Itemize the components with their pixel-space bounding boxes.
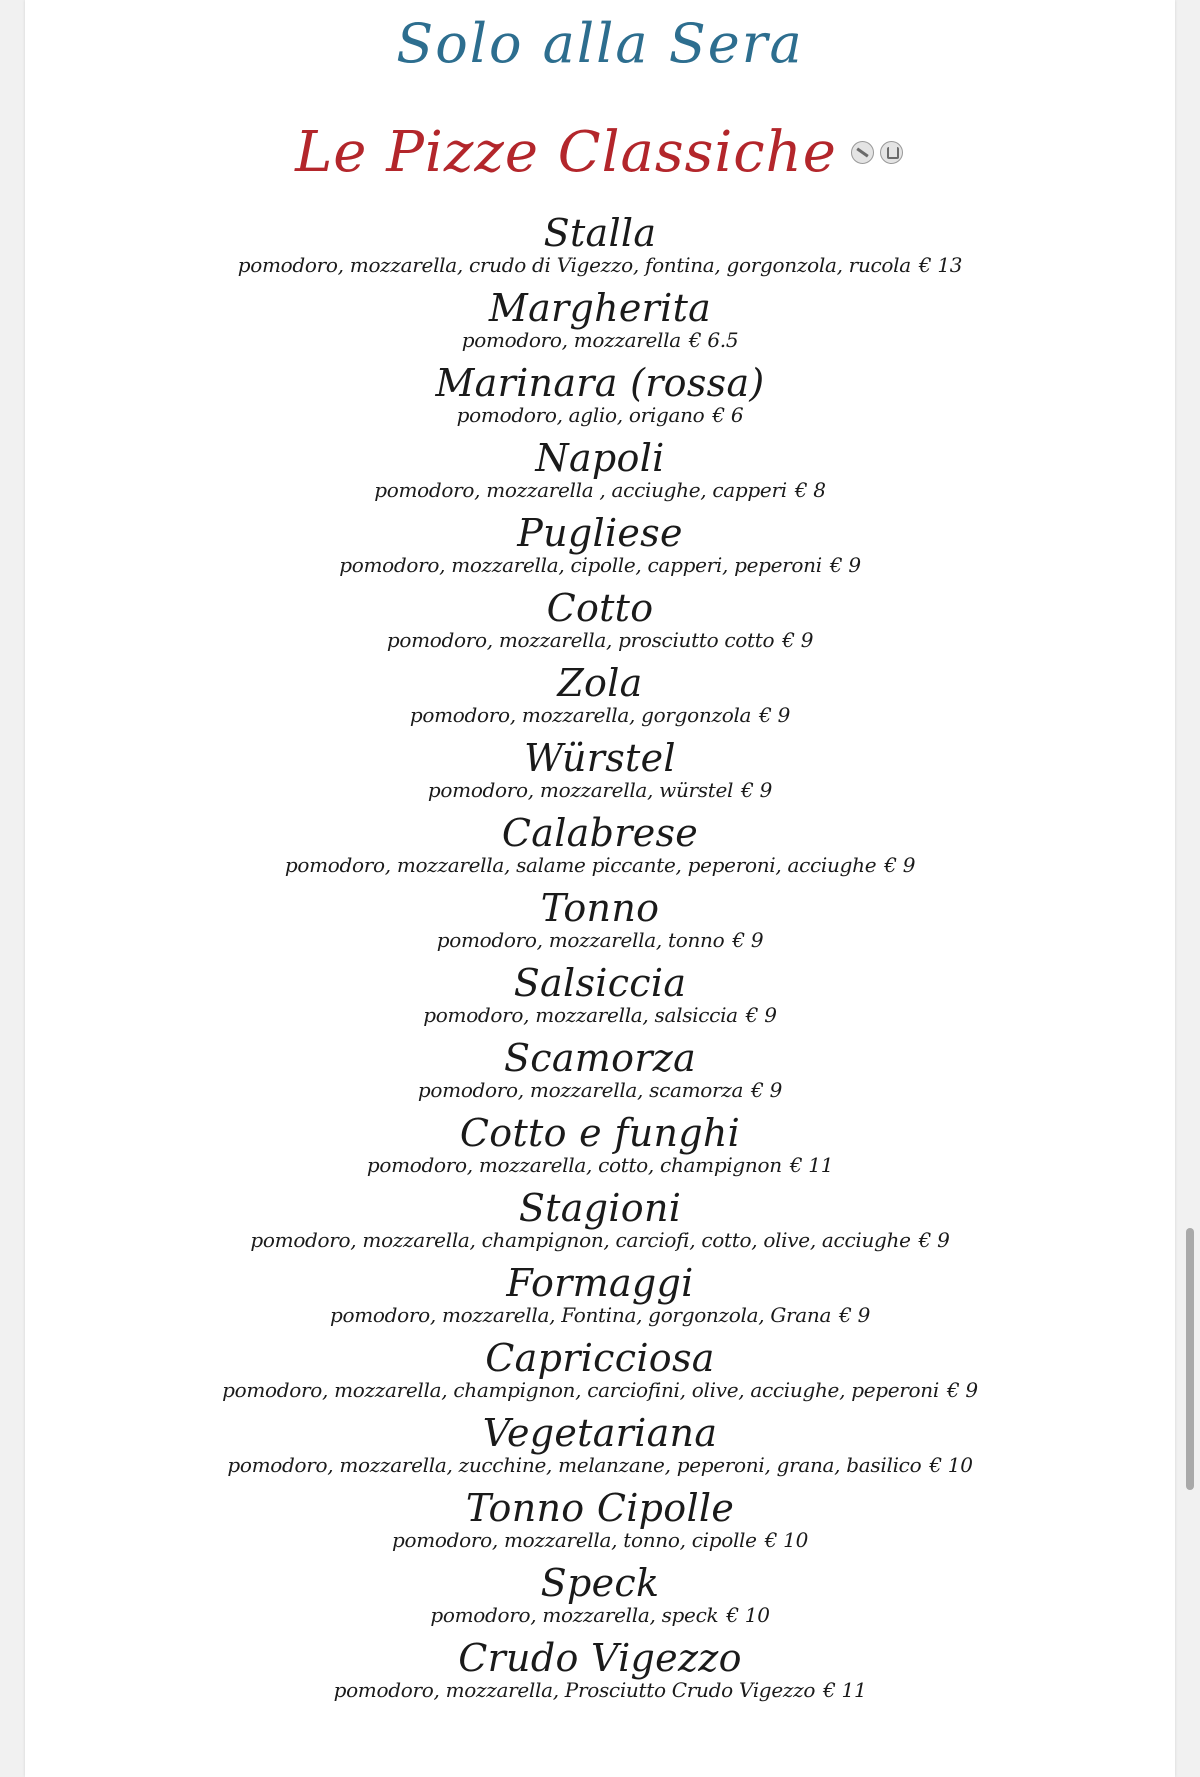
pizza-price: € 8 <box>794 478 826 502</box>
pizza-description <box>25 329 1175 351</box>
menu-item <box>25 1037 1175 1101</box>
pizza-ingredients: pomodoro, mozzarella <box>461 328 681 352</box>
menu-item <box>25 1262 1175 1326</box>
pizza-price: € 9 <box>751 1078 783 1102</box>
pizza-price: € 9 <box>782 628 814 652</box>
pizza-name: Napoli <box>535 436 665 480</box>
pizza-price: € 6.5 <box>688 328 739 352</box>
pizza-price: € 9 <box>946 1378 978 1402</box>
pizza-price: € 10 <box>764 1528 809 1552</box>
pizza-ingredients: pomodoro, mozzarella, tonno, cipolle <box>391 1528 757 1552</box>
pizza-ingredients: pomodoro, mozzarella, zucchine, melanzane, peperoni, grana, basilico <box>227 1453 922 1477</box>
scrollbar-thumb[interactable] <box>1186 1228 1194 1490</box>
pizza-ingredients: pomodoro, mozzarella, scamorza <box>417 1078 744 1102</box>
pizza-price: € 10 <box>929 1453 973 1477</box>
pizza-description <box>25 854 1175 876</box>
pizza-name: Calabrese <box>501 811 699 855</box>
menu-item <box>25 1187 1175 1251</box>
pizza-ingredients: pomodoro, mozzarella, Fontina, gorgonzola, Grana <box>329 1303 832 1327</box>
menu-item <box>25 737 1175 801</box>
pizza-name: Cotto e funghi <box>459 1111 741 1155</box>
pizza-description <box>25 554 1175 576</box>
pizza-ingredients: pomodoro, mozzarella, Prosciutto Crudo Vigezzo <box>333 1678 816 1702</box>
pizza-price: € 10 <box>726 1603 770 1627</box>
pizza-description <box>25 1379 1175 1401</box>
pizza-name: Würstel <box>524 736 676 780</box>
pizza-name: Zola <box>557 661 643 705</box>
pizza-ingredients: pomodoro, mozzarella, cotto, champignon <box>366 1153 782 1177</box>
menu-item <box>25 662 1175 726</box>
pizza-ingredients: pomodoro, mozzarella, crudo di Vigezzo, fontina, gorgonzola, rucola <box>237 253 911 277</box>
pizza-ingredients: pomodoro, mozzarella, salsiccia <box>423 1003 738 1027</box>
pizza-price: € 11 <box>789 1153 834 1177</box>
pizza-description <box>25 1004 1175 1026</box>
pizza-ingredients: pomodoro, mozzarella, champignon, carciofini, olive, acciughe, peperoni <box>222 1378 939 1402</box>
pizza-name: Vegetariana <box>482 1411 718 1455</box>
pizza-ingredients: pomodoro, mozzarella, gorgonzola <box>409 703 752 727</box>
pizza-price: € 9 <box>884 853 916 877</box>
pizza-ingredients: pomodoro, mozzarella, salame piccante, peperoni, acciughe <box>284 853 877 877</box>
pizza-ingredients: pomodoro, aglio, origano <box>456 403 705 427</box>
pizza-description <box>25 404 1175 426</box>
pizza-name: Stalla <box>543 211 657 255</box>
menu-item <box>25 512 1175 576</box>
menu-item <box>25 812 1175 876</box>
pizza-ingredients: pomodoro, mozzarella, würstel <box>427 778 734 802</box>
pizza-name: Crudo Vigezzo <box>458 1636 742 1680</box>
pizza-price: € 9 <box>759 703 791 727</box>
pizza-description <box>25 1454 1175 1476</box>
menu-item <box>25 1637 1175 1701</box>
pizza-name: Pugliese <box>517 511 683 555</box>
pizza-name: Margherita <box>488 286 712 330</box>
section-title-row <box>25 120 1175 185</box>
pizza-price: € 9 <box>918 1228 950 1252</box>
pizza-description <box>25 1679 1175 1701</box>
menu-item <box>25 962 1175 1026</box>
pizza-name: Capricciosa <box>485 1336 715 1380</box>
menu-page <box>25 0 1175 1777</box>
pizza-description <box>25 1154 1175 1176</box>
pizza-price: € 11 <box>823 1678 867 1702</box>
pizza-description <box>25 704 1175 726</box>
pizza-ingredients: pomodoro, mozzarella, prosciutto cotto <box>386 628 775 652</box>
pizza-ingredients: pomodoro, mozzarella, speck <box>430 1603 719 1627</box>
pizza-price: € 9 <box>732 928 764 952</box>
pizza-price: € 9 <box>839 1303 871 1327</box>
pizza-name: Stagioni <box>518 1186 682 1230</box>
pizza-description <box>25 929 1175 951</box>
menu-item <box>25 212 1175 276</box>
pizza-ingredients: pomodoro, mozzarella , acciughe, capperi <box>374 478 787 502</box>
pizza-ingredients: pomodoro, mozzarella, champignon, carciofi, cotto, olive, acciughe <box>250 1228 911 1252</box>
pizza-description <box>25 479 1175 501</box>
pizza-name: Scamorza <box>503 1036 697 1080</box>
pizza-name: Cotto <box>546 586 654 630</box>
pizza-name: Marinara (rossa) <box>435 361 765 405</box>
menu-item <box>25 437 1175 501</box>
pizza-description <box>25 1604 1175 1626</box>
pizza-price: € 9 <box>741 778 773 802</box>
menu-item <box>25 1112 1175 1176</box>
section-title: Le Pizze Classiche <box>295 120 837 185</box>
scrollbar-track[interactable] <box>1178 0 1200 1777</box>
pizza-name: Tonno Cipolle <box>465 1486 735 1530</box>
pizza-menu-list <box>25 212 1175 1712</box>
menu-item <box>25 1337 1175 1401</box>
menu-item <box>25 362 1175 426</box>
section-subtitle: Solo alla Sera <box>396 12 804 75</box>
pizza-price: € 9 <box>745 1003 777 1027</box>
pizza-description <box>25 1304 1175 1326</box>
menu-item <box>25 1487 1175 1551</box>
pizza-name: Tonno <box>540 886 660 930</box>
pizza-name: Speck <box>540 1561 660 1605</box>
menu-item <box>25 587 1175 651</box>
pizza-price: € 13 <box>918 253 963 277</box>
pizza-ingredients: pomodoro, mozzarella, cipolle, capperi, peperoni <box>339 553 822 577</box>
sauce-icon <box>880 141 903 164</box>
pizza-description <box>25 1529 1175 1551</box>
menu-item <box>25 1412 1175 1476</box>
pizza-name: Formaggi <box>506 1261 694 1305</box>
pizza-price: € 6 <box>712 403 744 427</box>
pizza-price: € 9 <box>829 553 861 577</box>
pen-icon <box>851 141 874 164</box>
pizza-description <box>25 1229 1175 1251</box>
pizza-ingredients: pomodoro, mozzarella, tonno <box>436 928 725 952</box>
menu-item <box>25 287 1175 351</box>
dietary-icons <box>851 141 905 164</box>
pizza-description <box>25 779 1175 801</box>
pizza-description <box>25 254 1175 276</box>
pizza-description <box>25 1079 1175 1101</box>
pizza-name: Salsiccia <box>513 961 687 1005</box>
menu-item <box>25 1562 1175 1626</box>
menu-item <box>25 887 1175 951</box>
pizza-description <box>25 629 1175 651</box>
